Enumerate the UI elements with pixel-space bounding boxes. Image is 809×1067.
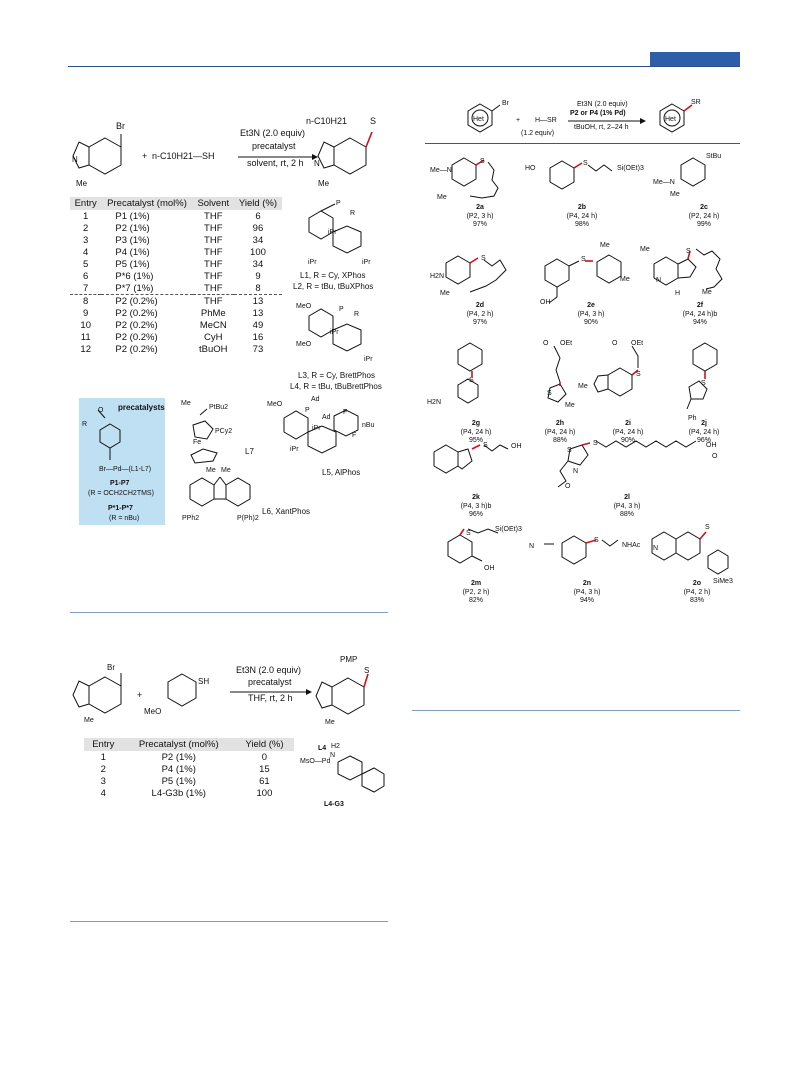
g3-mso-pd: MsO—Pd: [300, 758, 331, 765]
frag-2a-me: Me: [437, 194, 447, 201]
l5-f-2: F: [352, 432, 357, 439]
cell-solvent: THF: [204, 270, 223, 282]
frag-2h-oet: OEt: [560, 340, 573, 347]
col-yield: Yield (%): [234, 197, 282, 210]
product-caption-2e: [551, 302, 631, 328]
scheme3-thiol: H—SR: [535, 117, 557, 124]
cell-precatalyst: P2 (1%): [161, 751, 196, 763]
frag-2o-sime3: SiMe3: [713, 578, 733, 585]
frag-2e-me-1: Me: [600, 242, 610, 249]
precatalyst-pstar-label: P*1-P*7: [108, 505, 133, 512]
cell-solvent: THF: [204, 234, 223, 246]
frag-2h-s: S: [547, 390, 552, 397]
cell-entry: 3: [83, 234, 89, 246]
cell-yield: 100: [250, 246, 266, 258]
product-conditions: (P4, 24 h): [544, 428, 576, 436]
frag-2l-s: S: [567, 447, 572, 454]
l1-ipr-3: iPr: [362, 259, 371, 266]
ligand-l3-label: L3, R = Cy, BrettPhos: [298, 371, 375, 380]
table-row: [84, 751, 294, 763]
table-row: [70, 234, 282, 246]
frag-2j-s: S: [701, 380, 706, 387]
table-header-row: [70, 197, 282, 210]
product-id: 2j: [701, 420, 707, 427]
table-row: [70, 246, 282, 258]
cell-precatalyst: P*7 (1%): [115, 282, 154, 294]
col-solvent: Solvent: [193, 197, 234, 210]
product-caption-2n: [547, 580, 627, 606]
table-row: [84, 775, 294, 787]
header-rule: [68, 66, 740, 67]
frag-2i-oet: OEt: [631, 340, 644, 347]
product-caption-2k: [436, 494, 516, 520]
cell-yield: 9: [255, 270, 261, 282]
l7-ptbu2: PtBu2: [209, 404, 229, 411]
t2-col-entry: Entry: [84, 738, 123, 751]
product-id: 2l: [624, 494, 630, 501]
l7-ferrocene-structure: [175, 405, 245, 465]
frag-2k-s: S: [483, 442, 488, 449]
cell-solvent: THF: [204, 258, 223, 270]
product-yield: 99%: [696, 221, 711, 228]
scheme3-sr: SR: [691, 99, 701, 106]
product-conditions: (P4, 3 h)b: [460, 502, 492, 510]
precatalyst-p-label: P1-P7: [110, 480, 130, 487]
frag-2d-s: S: [481, 255, 486, 262]
frag-2e-s: S: [581, 256, 586, 263]
xantphos-structure: [180, 465, 260, 535]
product-conditions: (P4, 2 h): [683, 588, 711, 596]
l7-fe: Fe: [193, 439, 202, 446]
l1-p-label: P: [336, 200, 341, 207]
frag-2b-s: S: [583, 160, 588, 167]
cell-solvent: tBuOH: [199, 343, 228, 355]
condition-catalyst: precatalyst: [252, 141, 296, 151]
cell-solvent: THF: [204, 246, 223, 258]
product-yield: 96%: [696, 437, 711, 444]
product-id: 2m: [470, 580, 482, 587]
product-me-label: Me: [318, 179, 330, 188]
precatalyst-title: precatalysts: [118, 403, 165, 412]
product-conditions: (P2, 24 h): [688, 212, 720, 220]
product-id: 2k: [472, 494, 480, 501]
l3-ipr-2: iPr: [364, 356, 373, 363]
l6-me-1: Me: [206, 467, 216, 474]
condition-base: Et3N (2.0 equiv): [240, 128, 306, 138]
t2-col-precatalyst: Precatalyst (mol%): [123, 738, 235, 751]
g3-label: L4-G3: [324, 801, 344, 808]
cell-entry: 4: [83, 246, 89, 258]
frag-2f-n: N: [656, 277, 662, 284]
cell-solvent: THF: [204, 282, 223, 294]
product-yield: 98%: [574, 221, 589, 228]
frag-2i-s: S: [636, 371, 641, 378]
frag-2e-me-3: Me: [620, 276, 630, 283]
l5-p: P: [305, 407, 310, 414]
scheme3-arrow: [568, 118, 646, 124]
product-yield: 88%: [552, 437, 567, 444]
structure-2f: [650, 245, 750, 305]
frag-2l-o2: O: [712, 453, 718, 460]
l5-meo: MeO: [267, 401, 283, 408]
cell-solvent: CyH: [204, 331, 223, 343]
t2-col-yield: Yield (%): [235, 738, 294, 751]
frag-2k-oh: OH: [511, 443, 522, 450]
frag-2a-s: S: [480, 158, 485, 165]
product-caption-2c: [664, 204, 744, 230]
product-caption-2b: [542, 204, 622, 230]
product-caption-2d: [440, 302, 520, 328]
l1-ipr-2: iPr: [308, 259, 317, 266]
frag-2j-ph: Ph: [688, 415, 697, 422]
product-conditions: (P4, 24 h): [566, 212, 598, 220]
product-conditions: (P4, 24 h): [688, 428, 720, 436]
frag-2f-s: S: [686, 248, 691, 255]
cell-precatalyst: P2 (0.2%): [115, 331, 158, 343]
cell-precatalyst: P4 (1%): [115, 246, 150, 258]
cell-precatalyst: P2 (0.2%): [115, 343, 158, 355]
cell-precatalyst: L4-G3b (1%): [151, 787, 206, 799]
product-id: 2g: [471, 420, 481, 427]
cell-entry: 8: [70, 295, 101, 308]
l7-me: Me: [181, 400, 191, 407]
thiol-reagent: n-C10H21—SH: [152, 151, 215, 161]
product-conditions: (P4, 24 h)b: [682, 310, 718, 318]
cell-yield: 13: [234, 295, 282, 308]
precatalyst-r: R: [82, 421, 88, 428]
l3-meo-2: MeO: [296, 341, 312, 348]
frag-2c-stbu: StBu: [706, 153, 722, 160]
table-row: [70, 270, 282, 282]
cell-entry: 1: [83, 210, 89, 222]
table-row: [70, 295, 282, 308]
het-label: Het: [473, 116, 484, 123]
cell-solvent: THF: [193, 295, 234, 308]
frag-2i-o: O: [612, 340, 618, 347]
product-yield: 90%: [583, 319, 598, 326]
scheme2-cond-cat: precatalyst: [248, 677, 292, 687]
cell-solvent: THF: [204, 222, 223, 234]
scheme2-cond-solvent: THF, rt, 2 h: [248, 693, 293, 703]
plus-sign: +: [142, 151, 148, 161]
methoxythiophenol-structure: [160, 668, 210, 713]
cell-yield: 13: [252, 307, 264, 319]
table-row: [70, 331, 282, 343]
product-id: 2e: [587, 302, 595, 309]
product-yield: 90%: [620, 437, 635, 444]
cell-precatalyst: P5 (1%): [161, 775, 196, 787]
scheme3-br: Br: [502, 100, 509, 107]
scheme3-thiol-equiv: (1.2 equiv): [521, 130, 555, 137]
l1-r-label: R: [350, 210, 356, 217]
cell-yield: 16: [252, 331, 264, 343]
l3-meo-1: MeO: [296, 303, 312, 310]
frag-2b-ho: HO: [525, 165, 536, 172]
product-caption-2g: [436, 420, 516, 446]
frag-2l-n: N: [573, 468, 579, 475]
frag-2m-si: Si(OEt)3: [495, 526, 522, 533]
frag-2o-n: N: [653, 545, 659, 552]
product-yield: 82%: [468, 597, 483, 604]
cell-yield: 49: [252, 319, 264, 331]
product-conditions: (P4, 3 h): [573, 588, 601, 596]
cell-precatalyst: P3 (1%): [115, 234, 150, 246]
cell-entry: 6: [83, 270, 89, 282]
frag-2m-oh: OH: [484, 565, 495, 572]
product-yield: 97%: [472, 319, 487, 326]
cell-precatalyst: P2 (0.2%): [115, 307, 158, 319]
l5-nbu: nBu: [362, 422, 375, 429]
g3-n: N: [330, 752, 336, 759]
structure-2o: [650, 520, 740, 570]
col-precatalyst: Precatalyst (mol%): [101, 197, 192, 210]
table-row: [70, 307, 282, 319]
l6-me-2: Me: [221, 467, 231, 474]
product-conditions: (P4, 3 h): [577, 310, 605, 318]
cell-entry: 11: [80, 331, 91, 343]
g3-l4: L4: [318, 745, 327, 752]
cell-entry: 5: [83, 258, 89, 270]
l5-f-1: F: [343, 409, 348, 416]
frag-2c-me: Me: [670, 191, 680, 198]
optimization-table: [70, 197, 282, 355]
product-caption-2l: [587, 494, 667, 520]
product-id: 2h: [555, 420, 565, 427]
frag-2i-me: Me: [578, 383, 588, 390]
col-entry: Entry: [70, 197, 101, 210]
scheme2-pmp: PMP: [340, 655, 358, 664]
scheme2-s: S: [364, 666, 370, 675]
product-caption-2i: [588, 420, 668, 446]
cell-entry: 3: [100, 775, 106, 787]
frag-2n-nhac: NHAc: [622, 542, 641, 549]
cell-solvent: MeCN: [199, 319, 227, 331]
cell-precatalyst: P2 (1%): [115, 222, 150, 234]
product-chain: n-C10H21: [306, 116, 348, 126]
l3-ipr-1: iPr: [330, 329, 339, 336]
scheme3-cond-solvent: tBuOH, rt, 2–24 h: [574, 124, 629, 131]
scheme3-cond-base: Et3N (2.0 equiv): [577, 101, 628, 108]
cell-entry: 4: [100, 787, 106, 799]
frag-2h-me: Me: [565, 402, 575, 409]
cell-precatalyst: P4 (1%): [161, 763, 196, 775]
me-label: Me: [76, 179, 88, 188]
ligand-l5-label: L5, AlPhos: [322, 468, 361, 477]
product-caption-2f: [660, 302, 740, 328]
frag-2e-me-2: Me: [640, 246, 650, 253]
cell-entry: 7: [83, 282, 89, 294]
product-id: 2b: [577, 204, 587, 211]
scheme3-plus: +: [516, 117, 521, 124]
l5-ad-1: Ad: [311, 396, 320, 403]
cell-precatalyst: P2 (0.2%): [115, 319, 158, 331]
cell-precatalyst: P5 (1%): [115, 258, 150, 270]
frag-2l-s2: S: [593, 440, 598, 447]
scheme2-sh: SH: [198, 677, 210, 686]
product-caption-2a: [440, 204, 520, 230]
l5-ipr-2: iPr: [290, 446, 299, 453]
table-row: [84, 763, 294, 775]
g3-biphenyl-structure: [326, 752, 386, 798]
scheme2-arrow: [230, 689, 312, 695]
product-id: 2o: [692, 580, 702, 587]
reaction-arrow: [238, 154, 318, 160]
product-id: 2a: [476, 204, 484, 211]
cell-yield: 61: [259, 775, 270, 787]
scheme2-plus: +: [137, 690, 143, 700]
ligand-l6-label: L6, XantPhos: [262, 507, 311, 516]
l3-r-label: R: [354, 311, 360, 318]
frag-2a-me-n: Me—N: [430, 167, 452, 174]
frag-2d-me: Me: [440, 290, 450, 297]
product-id: 2f: [696, 302, 704, 309]
cell-precatalyst: P*6 (1%): [115, 270, 154, 282]
cell-yield: 0: [261, 751, 268, 763]
frag-2e-oh: OH: [540, 299, 551, 306]
frag-2n-s: S: [594, 537, 599, 544]
frag-2g-s: S: [469, 377, 474, 384]
l6-pph2: PPh2: [182, 515, 200, 522]
l1-ipr-1: iPr: [328, 229, 337, 236]
l6-pph2-b: P(Ph)2: [237, 515, 259, 522]
frag-2f-h: H: [675, 290, 681, 297]
product-id: 2c: [700, 204, 708, 211]
precatalyst-p-def: (R = OCH2CH2TMS): [88, 490, 154, 497]
scheme2-me: Me: [84, 717, 94, 724]
n-label: N: [72, 155, 78, 164]
product-conditions: (P2, 3 h): [466, 212, 494, 220]
frag-2h-o: O: [543, 340, 549, 347]
cell-solvent: THF: [204, 210, 223, 222]
alphos-structure: [268, 394, 388, 474]
frag-2c-me-n: Me—N: [653, 179, 675, 186]
structure-2g: [440, 335, 510, 410]
cell-entry: 1: [100, 751, 106, 763]
cell-entry: 12: [80, 343, 91, 355]
l3-p-label: P: [339, 306, 344, 313]
cell-yield: 96: [252, 222, 264, 234]
product-conditions: (P4, 24 h): [460, 428, 492, 436]
l5-ipr-1: iPr: [312, 425, 321, 432]
scheme3-cond-cat: P2 or P4 (1% Pd): [570, 110, 626, 117]
product-yield: 94%: [692, 319, 707, 326]
header-accent-bar: [650, 52, 740, 66]
condition-solvent: solvent, rt, 2 h: [247, 158, 304, 168]
frag-2l-oh: OH: [706, 442, 717, 449]
product-id: 2i: [625, 420, 631, 427]
section-divider-3: [412, 710, 740, 711]
scheme2-meo: MeO: [144, 707, 162, 716]
frag-2g-h2n: H2N: [427, 399, 442, 406]
table-row: [70, 210, 282, 222]
product-yield: 83%: [689, 597, 704, 604]
cell-yield: 34: [252, 234, 264, 246]
product-conditions: (P4, 24 h): [612, 428, 644, 436]
frag-2o-s: S: [705, 524, 710, 531]
scheme2-br: Br: [107, 663, 115, 672]
frag-2f-me: Me: [702, 289, 712, 296]
cell-yield: 100: [256, 787, 273, 799]
cell-yield: 73: [252, 343, 264, 355]
product-yield: 88%: [619, 511, 634, 518]
br-label: Br: [116, 121, 125, 131]
product-caption-2o: [657, 580, 737, 606]
frag-2b-si: Si(OEt)3: [617, 165, 644, 172]
precatalyst-pstar-def: (R = nBu): [109, 515, 140, 522]
table-row: [70, 319, 282, 331]
frag-2d-h2n: H2N: [430, 273, 445, 280]
section-divider-1: [70, 612, 388, 613]
product-conditions: (P2, 2 h): [462, 588, 490, 596]
cell-precatalyst: P1 (1%): [115, 210, 150, 222]
product-yield: 97%: [472, 221, 487, 228]
product-id: 2d: [475, 302, 485, 309]
l5-ad-2: Ad: [322, 414, 331, 421]
product-yield: 94%: [579, 597, 594, 604]
product-yield: 96%: [468, 511, 483, 518]
ligand-l4-label: L4, R = tBu, tBuBrettPhos: [290, 382, 382, 391]
frag-2m-s: S: [466, 530, 471, 537]
cell-precatalyst: P2 (0.2%): [101, 295, 192, 308]
scheme2-cond-base: Et3N (2.0 equiv): [236, 665, 302, 675]
table-row: [70, 258, 282, 270]
precatalyst-comparison-table: [84, 738, 294, 799]
product-caption-2j: [664, 420, 744, 446]
product-conditions: (P4, 2 h): [466, 310, 494, 318]
ligand-l1-label: L1, R = Cy, XPhos: [300, 271, 366, 280]
het-label-product: Het: [665, 116, 676, 123]
product-n-label: N: [314, 159, 320, 168]
table-row: [70, 282, 282, 295]
product-conditions: (P4, 3 h): [613, 502, 641, 510]
section-divider-2: [70, 921, 388, 922]
frag-2l-o: O: [565, 483, 571, 490]
cell-yield: 15: [259, 763, 270, 775]
frag-2n-n: N: [529, 543, 535, 550]
cell-entry: 10: [80, 319, 91, 331]
cell-yield: 6: [255, 210, 261, 222]
cell-entry: 2: [100, 763, 106, 775]
product-yield: 95%: [468, 437, 483, 444]
structure-2i: [580, 340, 660, 410]
ligand-l7-label: L7: [245, 447, 254, 456]
cell-entry: 2: [83, 222, 89, 234]
product-s-label: S: [370, 116, 377, 126]
precatalyst-o: O: [98, 407, 104, 414]
cell-solvent: PhMe: [200, 307, 226, 319]
structure-2j: [665, 335, 735, 415]
cell-entry: 9: [83, 307, 89, 319]
g3-h2: H2: [331, 743, 340, 750]
product-caption-2m: [436, 580, 516, 606]
ligand-l2-label: L2, R = tBu, tBuXPhos: [293, 282, 374, 291]
l7-pcy2: PCy2: [215, 428, 233, 435]
cell-yield: 8: [255, 282, 261, 294]
precatalyst-pd: Br—Pd—(L1-L7): [99, 466, 152, 473]
table-row: [70, 343, 282, 355]
cell-yield: 34: [252, 258, 264, 270]
scope-scheme-rule: [425, 143, 740, 144]
table-row: [84, 787, 294, 799]
table-row: [70, 222, 282, 234]
product-id: 2n: [582, 580, 592, 587]
table2-header-row: [84, 738, 294, 751]
scheme2-product-me: Me: [325, 719, 335, 726]
